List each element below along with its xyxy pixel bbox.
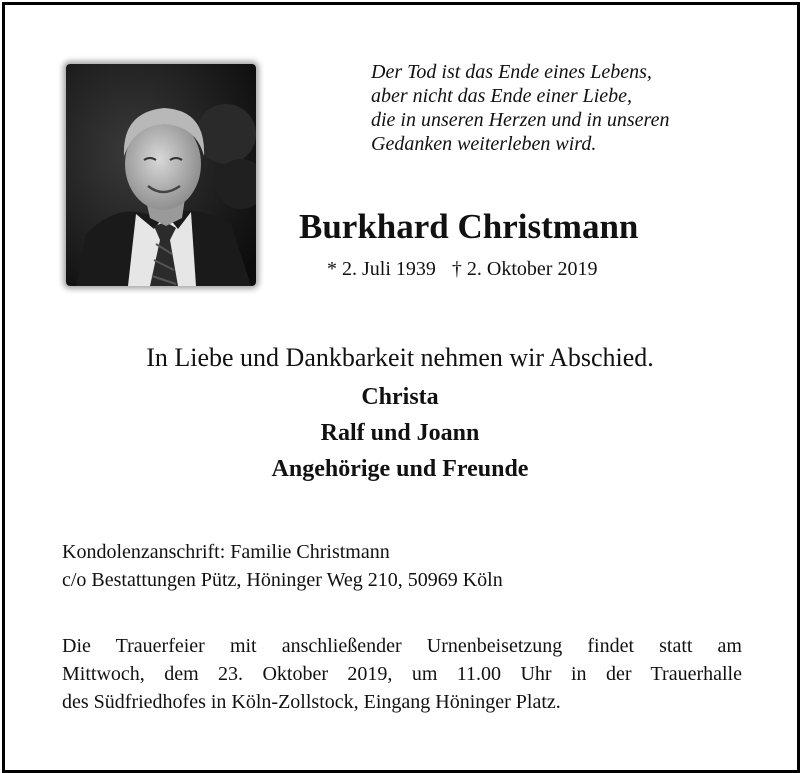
mourner-name: Angehörige und Freunde (271, 456, 529, 482)
ceremony-line: Die Trauerfeier mit anschließender Urnenbeisetzung findet statt am (62, 635, 742, 657)
quote-line: Der Tod ist das Ende eines Lebens, (371, 61, 652, 83)
mourners-list (0, 379, 800, 487)
farewell-text: In Liebe und Dankbarkeit nehmen wir Abschied. (146, 343, 654, 372)
condolence-line: Kondolenzanschrift: Familie Christmann (62, 541, 390, 563)
condolence-address (62, 538, 762, 594)
quote-line: die in unseren Herzen und in unseren (371, 109, 670, 131)
birth-date: * 2. Juli 1939 (327, 258, 436, 280)
quote-line: Gedanken weiterleben wird. (371, 133, 597, 155)
life-dates (327, 256, 727, 282)
condolence-line: c/o Bestattungen Pütz, Höninger Weg 210, 50969 Köln (62, 569, 503, 591)
ceremony-line: des Südfriedhofes in Köln-Zollstock, Eingang Höninger Platz. (62, 691, 561, 713)
ceremony-line: Mittwoch, dem 23. Oktober 2019, um 11.00 Uhr in der Trauerhalle (62, 663, 742, 685)
memorial-quote (371, 60, 771, 156)
death-date: † 2. Oktober 2019 (451, 258, 598, 280)
deceased-name: Burkhard Christmann (299, 207, 639, 246)
portrait-photo (66, 64, 256, 286)
mourner-name: Christa (361, 384, 439, 410)
ceremony-info (62, 632, 742, 716)
mourner-name: Ralf und Joann (320, 420, 480, 446)
quote-line: aber nicht das Ende einer Liebe, (371, 85, 633, 107)
